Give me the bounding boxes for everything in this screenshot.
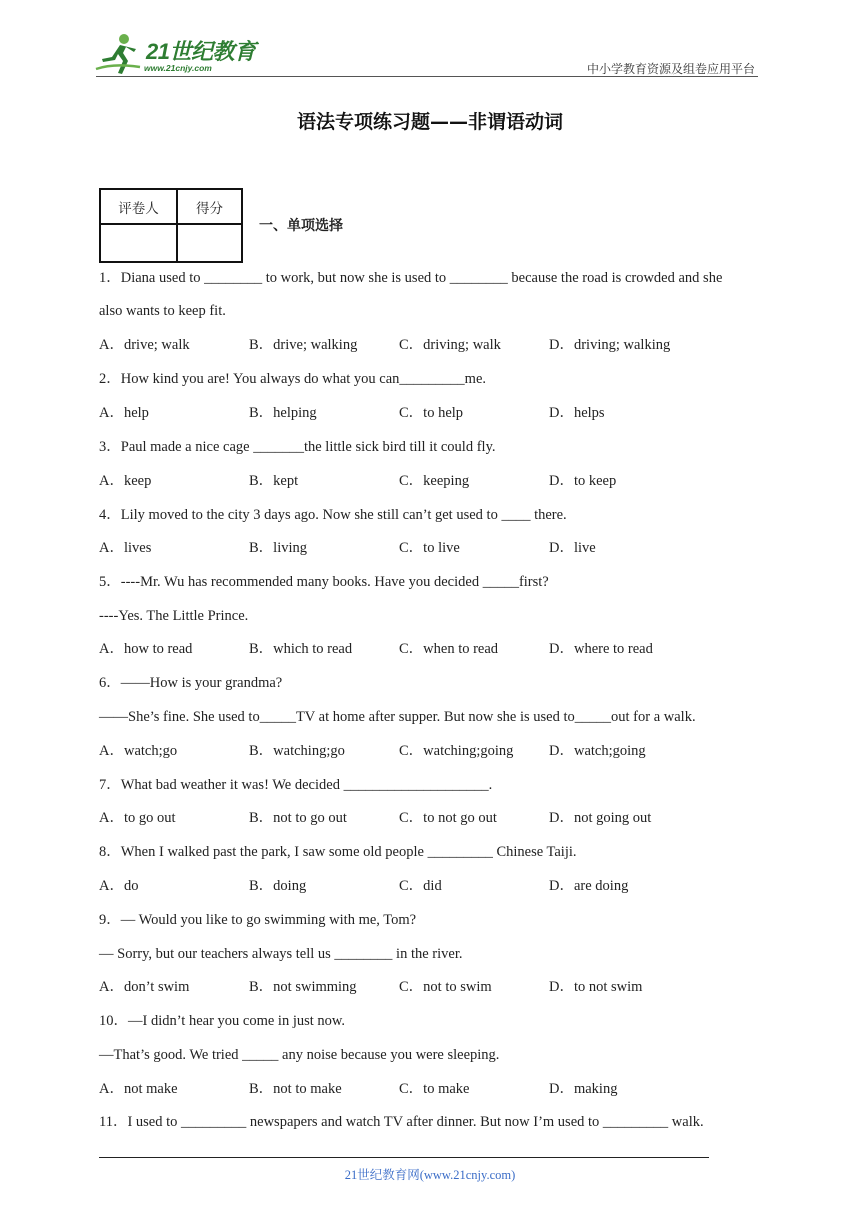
footer-divider [99,1157,709,1158]
option-d[interactable]: D．to keep [549,473,617,489]
option-c[interactable]: C．to not go out [399,810,497,826]
score-table-grader-cell [100,224,177,262]
option-c[interactable]: C．to make [399,1081,470,1097]
option-d[interactable]: D．watch;going [549,743,646,759]
option-b[interactable]: B．watching;go [249,743,345,759]
runner-logo-icon [94,33,146,77]
question-9-text: 9．— Would you like to go swimming with me, Tom? [99,912,417,928]
option-b[interactable]: B．living [249,540,308,556]
score-table-score-header: 得分 [177,189,242,224]
option-c[interactable]: C．watching;going [399,743,514,759]
option-c[interactable]: C．when to read [399,641,499,657]
option-a[interactable]: A．keep [99,473,152,489]
option-c[interactable]: C．not to swim [399,979,492,995]
option-d[interactable]: D．not going out [549,810,652,826]
option-a[interactable]: A．help [99,405,149,421]
option-b[interactable]: B．not swimming [249,979,357,995]
score-table-score-cell [177,224,242,262]
option-a[interactable]: A．how to read [99,641,193,657]
option-c[interactable]: C．to live [399,540,460,556]
option-a[interactable]: A．drive; walk [99,337,190,353]
option-d[interactable]: D．are doing [549,878,629,894]
option-b[interactable]: B．kept [249,473,299,489]
question-11-text: 11．I used to _________ newspapers and watch TV after dinner. But now I’m used to _________ walk. [99,1114,704,1130]
option-a[interactable]: A．don’t swim [99,979,190,995]
question-7-text: 7．What bad weather it was! We decided ____________________. [99,777,493,793]
option-a[interactable]: A．not make [99,1081,178,1097]
option-b[interactable]: B．helping [249,405,317,421]
option-d[interactable]: D．making [549,1081,618,1097]
question-5-text: 5．----Mr. Wu has recommended many books. Have you decided _____first? [99,574,549,590]
question-5-text-cont: ----Yes. The Little Prince. [99,608,249,624]
question-1-text-cont: also wants to keep fit. [99,303,226,319]
option-b[interactable]: B．drive; walking [249,337,358,353]
option-b[interactable]: B．not to go out [249,810,347,826]
header-platform-text: 中小学教育资源及组卷应用平台 [586,62,755,76]
option-d[interactable]: D．where to read [549,641,653,657]
page-header [0,0,860,80]
option-b[interactable]: B．doing [249,878,307,894]
option-b[interactable]: B．not to make [249,1081,342,1097]
option-d[interactable]: D．to not swim [549,979,643,995]
option-d[interactable]: D．helps [549,405,605,421]
question-10-text: 10．—I didn’t hear you come in just now. [99,1013,346,1029]
score-table-grader-header: 评卷人 [100,189,177,224]
page-title: 语法专项练习题——非谓语动词 [296,111,563,133]
question-10-text-cont: —That’s good. We tried _____ any noise because you were sleeping. [99,1047,500,1063]
site-logo [94,33,264,77]
score-table [99,188,243,263]
footer-link[interactable]: 21世纪教育网(www.21cnjy.com) [344,1168,516,1182]
option-d[interactable]: D．driving; walking [549,337,671,353]
question-4-text: 4．Lily moved to the city 3 days ago. Now she still can’t get used to ____ there. [99,507,567,523]
logo-url: www.21cnjy.com [144,63,212,73]
logo-text: 21世纪教育 [146,39,256,64]
question-1-text: 1．Diana used to ________ to work, but now she is used to ________ because the road is crowded and she [99,270,723,286]
option-c[interactable]: C．did [399,878,442,894]
question-6-text: 6．——How is your grandma? [99,675,283,691]
option-a[interactable]: A．watch;go [99,743,178,759]
question-6-text-cont: ——She’s fine. She used to_____TV at home after supper. But now she is used to_____out for a walk. [99,709,696,725]
question-3-text: 3．Paul made a nice cage _______the little sick bird till it could fly. [99,439,496,455]
option-a[interactable]: A．lives [99,540,152,556]
header-divider [96,76,758,77]
option-c[interactable]: C．to help [399,405,464,421]
option-c[interactable]: C．driving; walk [399,337,501,353]
option-c[interactable]: C．keeping [399,473,470,489]
question-9-text-cont: — Sorry, but our teachers always tell us ________ in the river. [99,946,463,962]
option-d[interactable]: D．live [549,540,596,556]
option-a[interactable]: A．to go out [99,810,176,826]
section-title: 一、单项选择 [259,218,343,234]
question-2-text: 2．How kind you are! You always do what you can_________me. [99,371,487,387]
option-a[interactable]: A．do [99,878,139,894]
question-8-text: 8．When I walked past the park, I saw some old people _________ Chinese Taiji. [99,844,577,860]
option-b[interactable]: B．which to read [249,641,353,657]
